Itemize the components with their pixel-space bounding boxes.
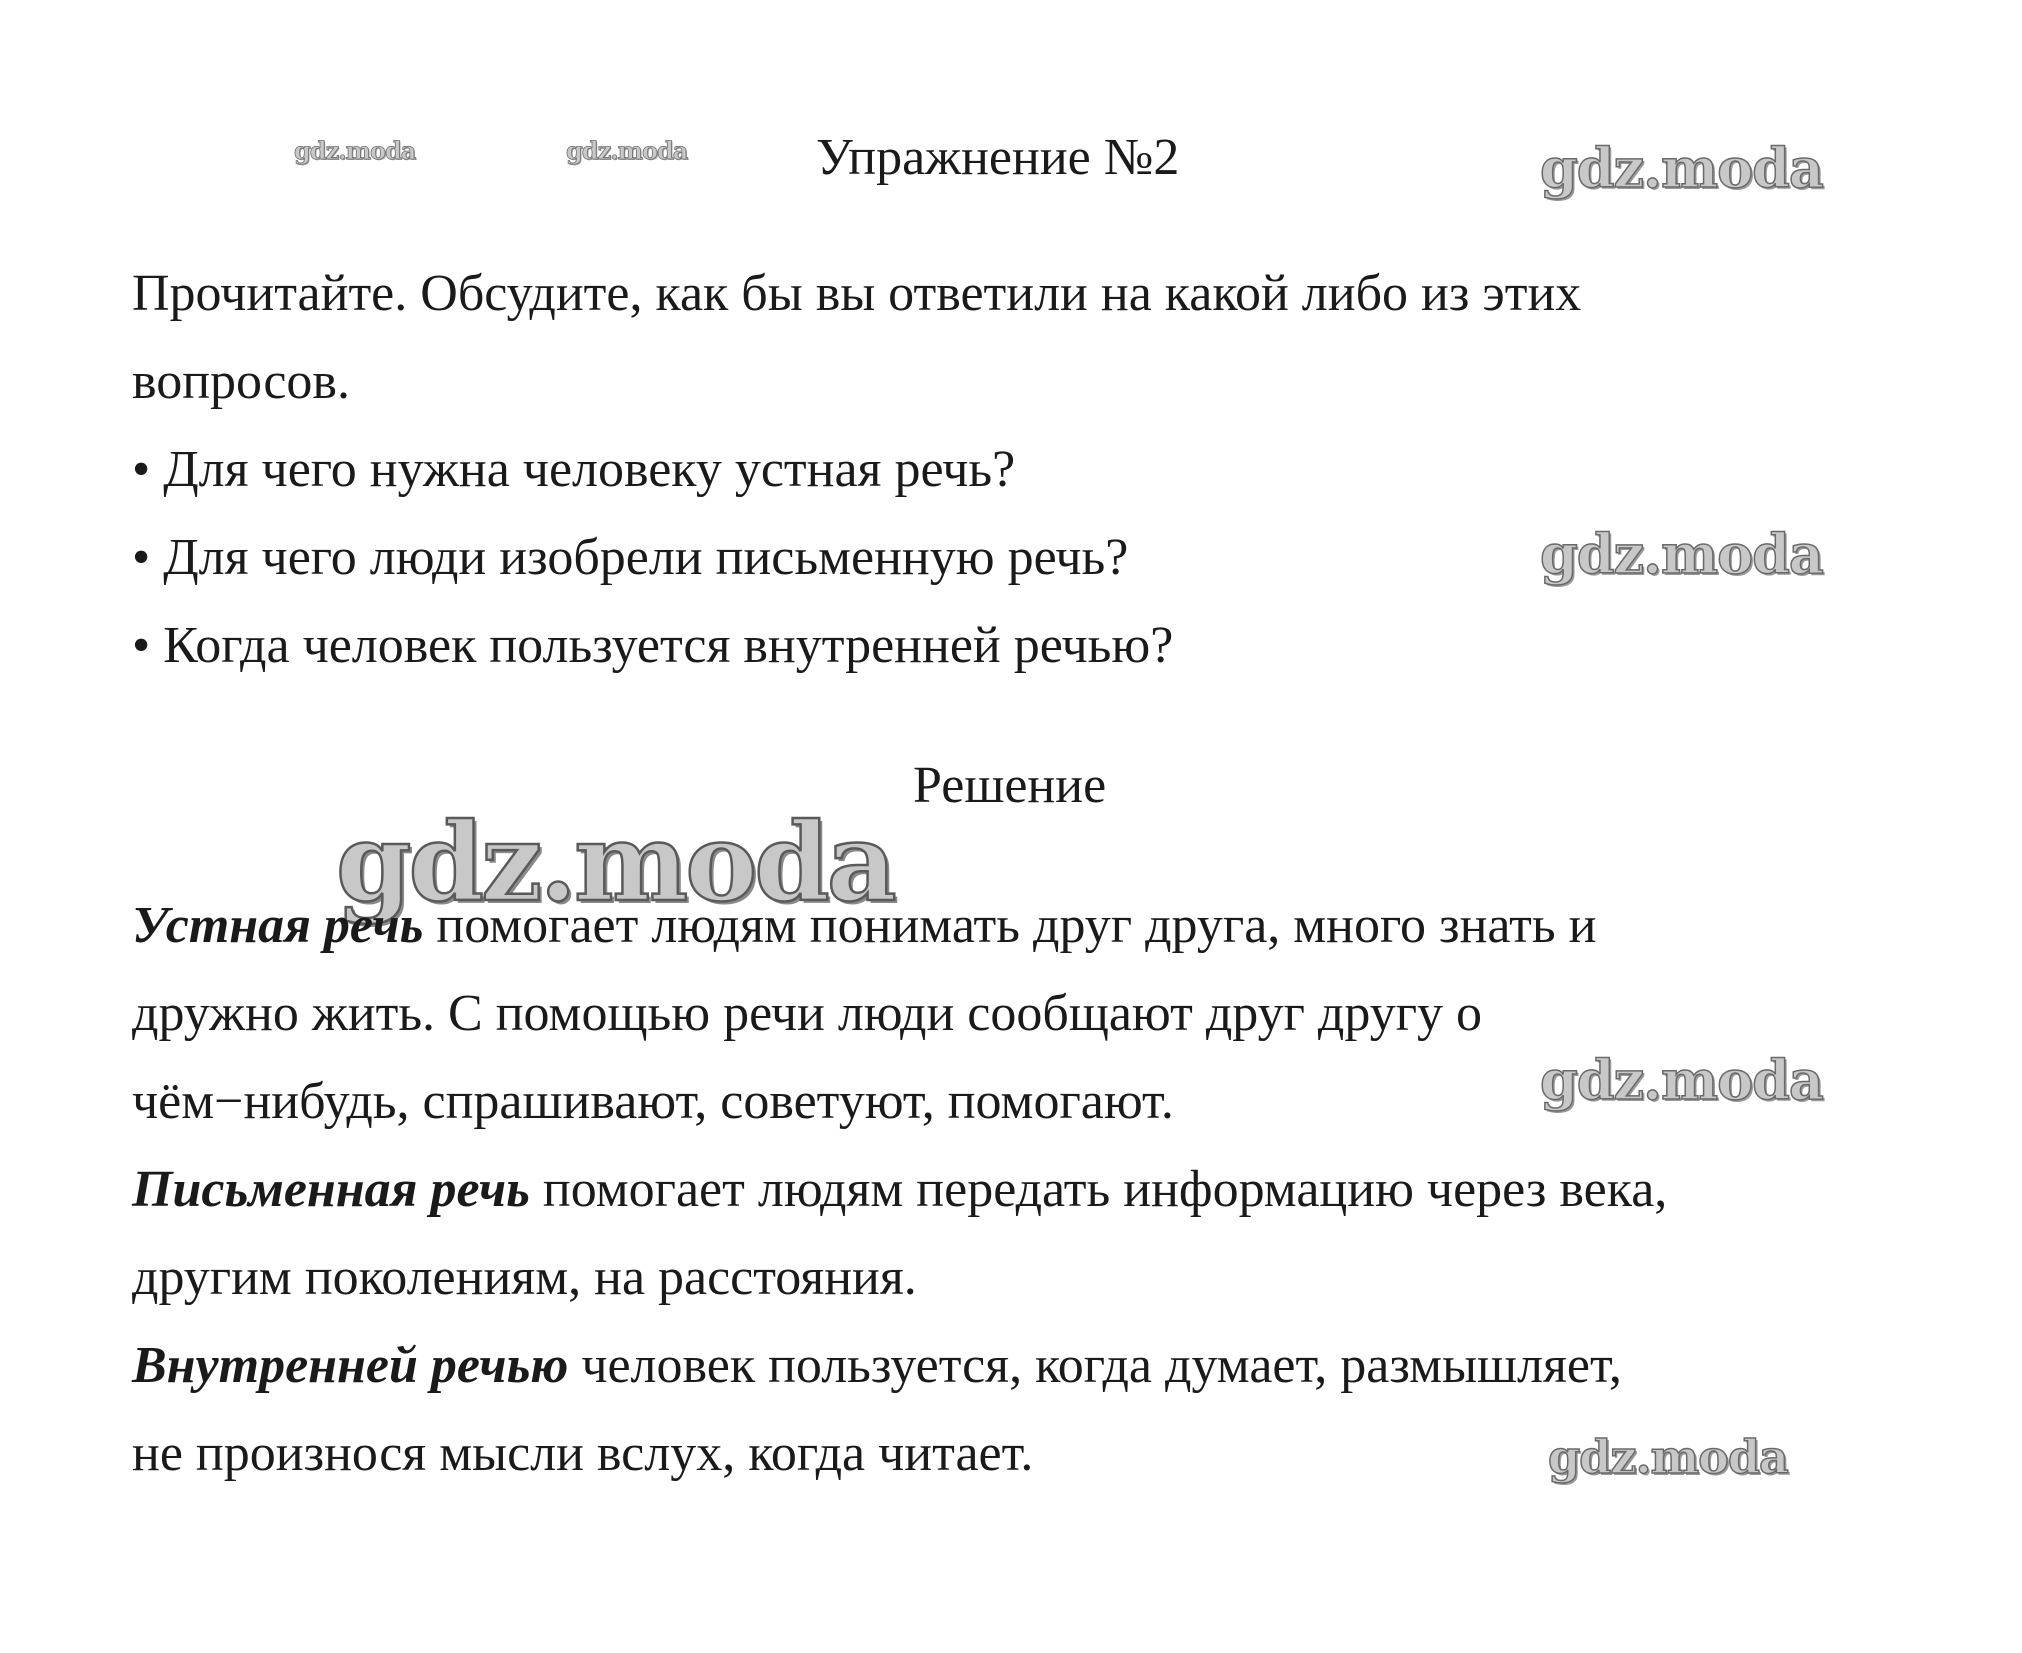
question-item: • Для чего нужна человеку устная речь?: [132, 441, 1016, 498]
term-written-speech: Письменная речь: [132, 1161, 530, 1218]
exercise-title: Упражнение №2: [816, 129, 1180, 186]
term-oral-speech: Устная речь: [132, 897, 424, 954]
task-text-line: Прочитайте. Обсудите, как бы вы ответили на какой либо из этих: [132, 265, 1582, 322]
solution-text: помогает людям передать информацию через века,: [529, 1161, 1668, 1218]
solution-heading: Решение: [913, 757, 1107, 814]
solution-paragraph-line: дружно жить. С помощью речи люди сообщают друг другу о: [132, 985, 1483, 1042]
solution-paragraph-line: чём−нибудь, спрашивают, советуют, помогают.: [132, 1073, 1174, 1130]
question-item: • Для чего люди изобрели письменную речь?: [132, 529, 1129, 586]
watermark: gdz.moda: [1540, 1048, 1823, 1112]
solution-paragraph-line: [132, 1336, 1622, 1396]
solution-paragraph-line: [132, 1160, 1667, 1220]
task-text-line: вопросов.: [132, 353, 350, 410]
watermark: gdz.moda: [294, 136, 416, 165]
term-inner-speech: Внутренней речью: [132, 1337, 569, 1394]
solution-paragraph-line: [132, 896, 1596, 956]
watermark: gdz.moda: [1548, 1430, 1788, 1484]
watermark: gdz.moda: [336, 800, 894, 926]
watermark: gdz.moda: [1540, 136, 1823, 200]
solution-paragraph-line: другим поколениям, на расстояния.: [132, 1249, 917, 1306]
watermark: gdz.moda: [566, 136, 688, 165]
solution-text: помогает людям понимать друг друга, много знать и: [423, 897, 1597, 954]
question-item: • Когда человек пользуется внутренней речью?: [132, 617, 1174, 674]
solution-paragraph-line: не произнося мысли вслух, когда читает.: [132, 1425, 1034, 1482]
solution-text: человек пользуется, когда думает, размышляет,: [568, 1337, 1622, 1394]
watermark: gdz.moda: [1540, 522, 1823, 586]
